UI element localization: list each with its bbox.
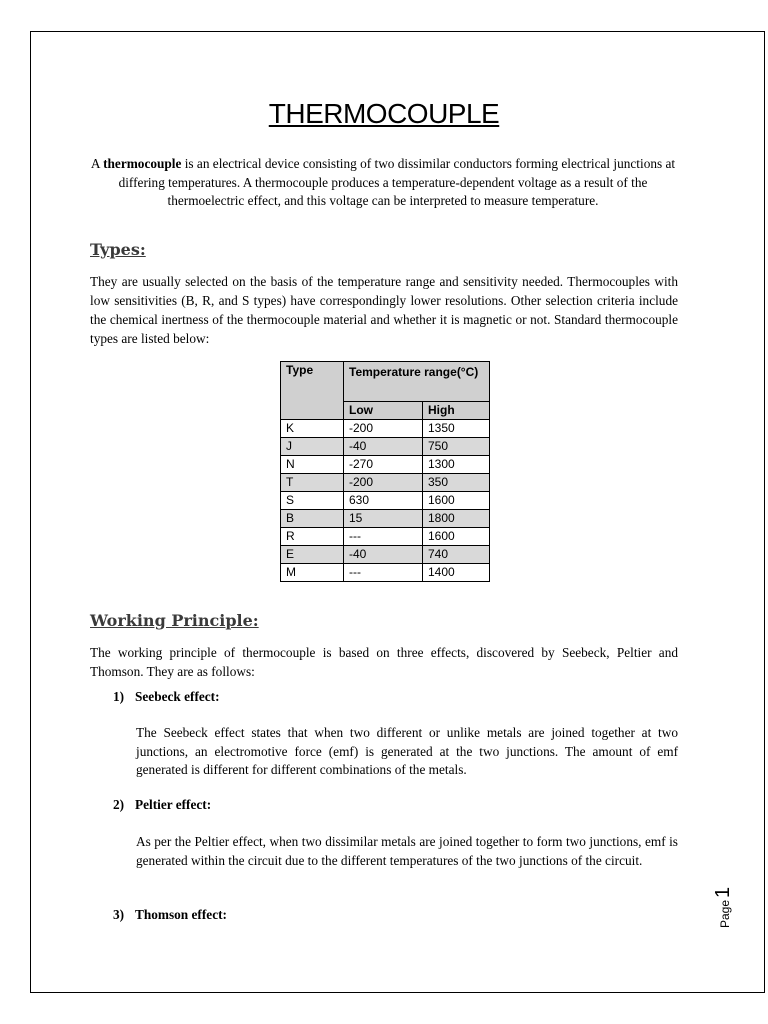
cell-high: 350 bbox=[423, 474, 490, 492]
effect-number: 3) bbox=[113, 907, 125, 922]
cell-type: T bbox=[281, 474, 344, 492]
cell-type: K bbox=[281, 420, 344, 438]
intro-paragraph bbox=[88, 155, 678, 211]
cell-type: S bbox=[281, 492, 344, 510]
cell-low: 630 bbox=[344, 492, 423, 510]
table-row bbox=[281, 528, 490, 546]
cell-high: 1600 bbox=[423, 528, 490, 546]
table-header-high: High bbox=[423, 402, 490, 420]
cell-low: -40 bbox=[344, 546, 423, 564]
cell-low: -200 bbox=[344, 420, 423, 438]
working-principle-heading: Working Principle: bbox=[90, 611, 259, 630]
table-row bbox=[281, 420, 490, 438]
effect-title-text: Seebeck effect: bbox=[135, 689, 220, 704]
effect-title-text: Peltier effect: bbox=[135, 797, 212, 812]
cell-type: E bbox=[281, 546, 344, 564]
cell-type: B bbox=[281, 510, 344, 528]
types-paragraph: They are usually selected on the basis of the temperature range and sensitivity needed. Thermocouples with low sensitivities (B, R, and S types) have correspondingly lower resolutions. Other selection criteria include the chemical inertness of the thermocouple material and whether it is magnetic or not. Standard thermocouple types are listed below: bbox=[90, 274, 678, 346]
cell-low: 15 bbox=[344, 510, 423, 528]
cell-low: -200 bbox=[344, 474, 423, 492]
table-row bbox=[281, 492, 490, 510]
cell-high: 750 bbox=[423, 438, 490, 456]
effect-number: 2) bbox=[113, 797, 125, 812]
cell-type: N bbox=[281, 456, 344, 474]
thermocouple-types-table bbox=[280, 361, 490, 582]
cell-high: 1400 bbox=[423, 564, 490, 582]
effect-1-body: The Seebeck effect states that when two different or unlike metals are joined together at two junctions, an electromotive force (emf) is generated at the two junctions. The amount of emf generated is different for different combinations of the metals. bbox=[136, 725, 678, 777]
page-label: Page bbox=[718, 899, 732, 928]
page-number-rotated bbox=[712, 887, 735, 928]
cell-high: 1350 bbox=[423, 420, 490, 438]
cell-low: -270 bbox=[344, 456, 423, 474]
intro-prefix: A bbox=[90, 156, 104, 171]
effect-1-title bbox=[113, 689, 220, 705]
effect-2-body: As per the Peltier effect, when two dissimilar metals are joined together to form two junctions, emf is generated within the circuit due to the different temperatures of the two junctions of the circuit. bbox=[136, 834, 678, 868]
cell-low: -40 bbox=[344, 438, 423, 456]
table-header-range: Temperature range(°C) bbox=[344, 362, 490, 402]
cell-high: 1300 bbox=[423, 456, 490, 474]
cell-type: J bbox=[281, 438, 344, 456]
types-heading: Types: bbox=[90, 240, 146, 259]
table-row bbox=[281, 456, 490, 474]
document-title: THERMOCOUPLE bbox=[268, 98, 500, 129]
table-row bbox=[281, 510, 490, 528]
table-header-type: Type bbox=[281, 362, 344, 420]
cell-type: R bbox=[281, 528, 344, 546]
intro-bold-term: thermocouple bbox=[103, 156, 182, 171]
cell-low: --- bbox=[344, 564, 423, 582]
table-header-low: Low bbox=[344, 402, 423, 420]
effect-number: 1) bbox=[113, 689, 125, 704]
cell-type: M bbox=[281, 564, 344, 582]
table-row bbox=[281, 474, 490, 492]
effect-2-title bbox=[113, 797, 211, 813]
table-row bbox=[281, 438, 490, 456]
effect-3-title bbox=[113, 907, 227, 923]
cell-high: 1600 bbox=[423, 492, 490, 510]
table-row bbox=[281, 546, 490, 564]
page-number: 1 bbox=[712, 886, 734, 898]
cell-high: 740 bbox=[423, 546, 490, 564]
cell-high: 1800 bbox=[423, 510, 490, 528]
cell-low: --- bbox=[344, 528, 423, 546]
intro-rest: is an electrical device consisting of two dissimilar conductors forming electrical junctions at differing temperatures. A thermocouple produces a temperature-dependent voltage as a result of the thermoelectric effect, and this voltage can be interpreted to measure temperature. bbox=[118, 156, 676, 208]
page-number-footer bbox=[712, 880, 752, 930]
working-principle-paragraph: The working principle of thermocouple is based on three effects, discovered by Seebeck, Peltier and Thomson. They are as follows: bbox=[90, 645, 678, 679]
table-row bbox=[281, 564, 490, 582]
effect-title-text: Thomson effect: bbox=[135, 907, 227, 922]
